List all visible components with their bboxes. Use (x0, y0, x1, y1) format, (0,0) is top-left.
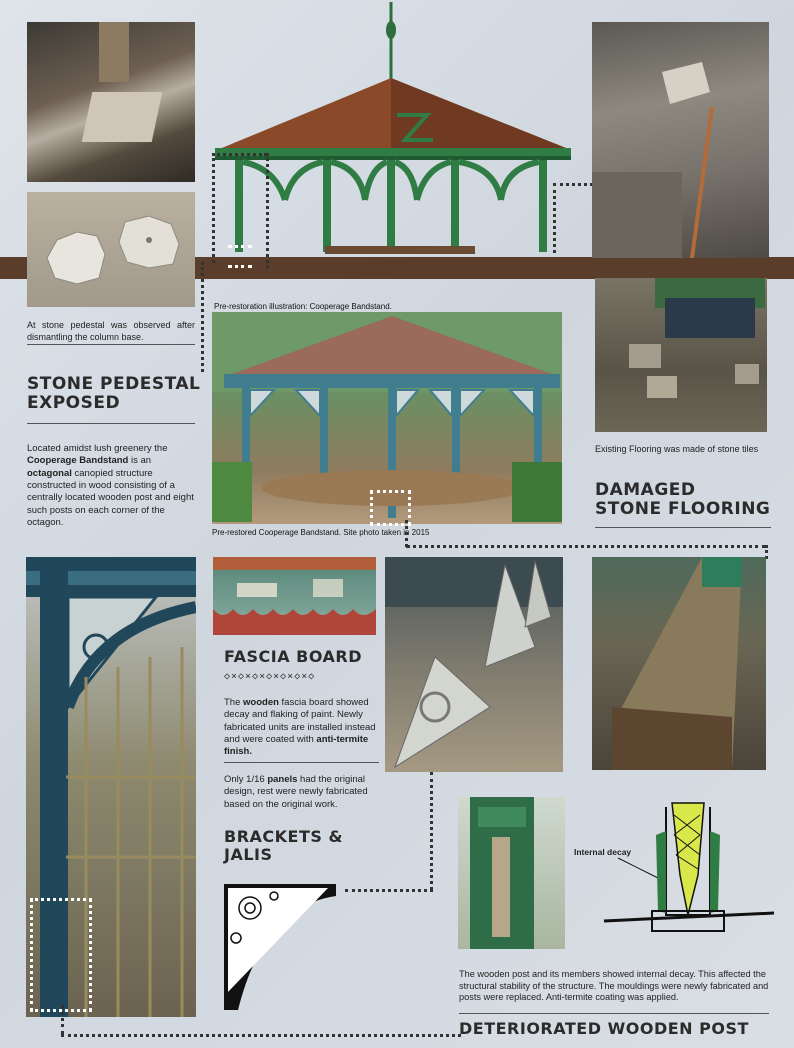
text-fragment: Only 1/16 (224, 774, 268, 785)
divider (27, 344, 195, 345)
bold-word: wooden (243, 697, 279, 708)
text-fragment: Located amidst lush greenery the (27, 443, 168, 454)
divider (459, 1013, 769, 1014)
title-line: JALIS (224, 844, 273, 864)
connector-line (266, 153, 269, 268)
pre-restored-caption: Pre-restored Cooperage Bandstand. Site photo taken in 2015 (212, 528, 430, 537)
fascia-board-photo (213, 557, 376, 635)
text-fragment: had the original design, rest were newly fabricated based on the original work. (224, 774, 368, 810)
title-line: BRACKETS & (224, 827, 343, 846)
text-fragment: The (224, 697, 244, 708)
internal-decay-annotation: Internal decay (574, 847, 632, 857)
decayed-post-photo (592, 557, 766, 770)
highlight-box (30, 898, 92, 1012)
text-fragment: canopied structure constructed in wood consisting of a centrally located wooden post and eight such posts on each corner of the octagon. (27, 467, 194, 529)
fascia-paragraph (224, 697, 379, 759)
intro-paragraph (27, 443, 197, 529)
title-line: STONE FLOORING (595, 498, 771, 519)
connector-line (228, 265, 252, 268)
connector-line (61, 1005, 64, 1035)
pre-restoration-label: Pre-restoration illustration: Cooperage Bandstand. (214, 302, 392, 311)
fascia-board-title: FASCIA BOARD (224, 647, 362, 666)
text-fragment: is an (128, 455, 152, 467)
stone-pedestal-title (27, 375, 200, 412)
post-section-drawing (600, 795, 776, 945)
stone-pedestals-photo (27, 192, 195, 307)
title-line: DAMAGED (595, 480, 696, 500)
connector-line (405, 520, 408, 547)
text-fragment: fascia board showed decay and flaking of paint. Newly fabricated units are installed instead and were coated with (224, 697, 376, 746)
title-line: STONE PEDESTAL (27, 374, 201, 394)
connector-line (553, 183, 556, 253)
bold-word: anti-termite finish. (224, 734, 369, 758)
damaged-flooring-title (595, 481, 770, 518)
divider (595, 527, 771, 528)
stone-pedestal-caption: At stone pedestal was observed after dismantling the column base. (27, 320, 195, 342)
divider (224, 762, 379, 763)
flooring-caption: Existing Flooring was made of stone tiles (595, 444, 759, 454)
panels-paragraph (224, 774, 379, 811)
connector-line (61, 1034, 461, 1037)
flooring-photo-2 (595, 278, 767, 432)
connector-line (201, 262, 204, 372)
connector-line (212, 153, 267, 156)
title-line: EXPOSED (27, 392, 121, 413)
bandstand-illustration (205, 0, 585, 262)
flooring-photo-1 (592, 22, 769, 258)
connector-line (345, 889, 433, 892)
shape-word: octagonal (27, 467, 72, 479)
column-base-photo (27, 22, 195, 182)
connector-line (430, 772, 433, 890)
connector-line (228, 245, 252, 248)
connector-line (553, 183, 593, 186)
connector-line (212, 153, 215, 263)
brackets-jalis-title (224, 828, 343, 863)
bold-word: panels (267, 774, 298, 785)
ornament-strip: ◇×◇×◇×◇×◇×◇×◇ (224, 671, 316, 682)
jali-panels-photo (385, 557, 563, 772)
connector-line (406, 545, 766, 548)
bandstand-name: Cooperage Bandstand (27, 455, 129, 467)
green-post-photo (458, 797, 565, 949)
post-paragraph: The wooden post and its members showed internal decay. This affected the structural stability of the structure. The mouldings were newly fabricated and posts were replaced. Anti-termite coating was applied. (459, 969, 769, 1002)
divider (27, 423, 195, 424)
bracket-drawing (224, 880, 344, 1015)
deteriorated-post-title: DETERIORATED WOODEN POST (459, 1019, 749, 1038)
